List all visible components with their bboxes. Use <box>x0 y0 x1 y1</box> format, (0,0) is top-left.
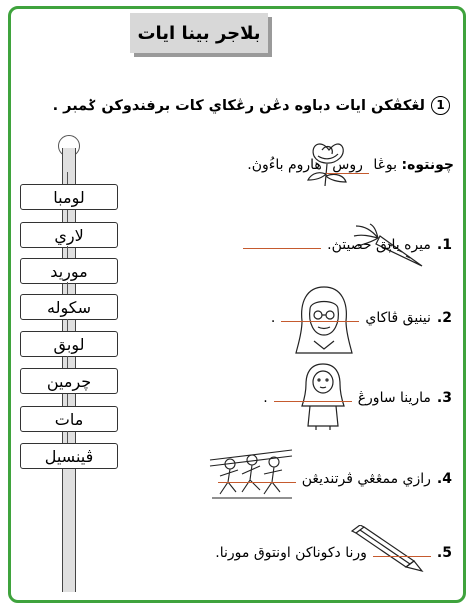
example-sentence <box>247 157 454 174</box>
sign-rope <box>67 431 68 443</box>
instruction-number: 1 <box>431 96 450 115</box>
example-answer: روس <box>326 157 369 174</box>
word-bank-sign: مات <box>20 406 118 432</box>
answer-blank-5[interactable] <box>373 555 431 557</box>
question-4 <box>218 471 452 487</box>
question-1-text: ميره باپق حصيتڽ. <box>327 237 431 253</box>
sign-rope <box>67 319 68 331</box>
question-4-number: 4. <box>436 471 452 487</box>
question-2-text: نينيق ڤاكاي <box>365 310 431 326</box>
instruction-text: لڠكڤكن ايات دباوه دڠن رڠكاي كات برفندوكن ݢمبر . <box>52 97 425 114</box>
word-bank-sign: ڤينسيل <box>20 443 118 469</box>
question-2 <box>271 310 452 326</box>
question-3 <box>263 390 452 406</box>
worksheet-title <box>130 13 268 53</box>
answer-blank-3[interactable] <box>274 400 352 402</box>
instruction <box>53 96 450 115</box>
word-bank-sign: لومبا <box>20 184 118 210</box>
word-bank-sign: لوبق <box>20 331 118 357</box>
period: . <box>263 390 268 406</box>
sign-rope <box>67 356 68 368</box>
answer-blank-2[interactable] <box>281 320 359 322</box>
question-1 <box>243 237 452 253</box>
question-3-text: مارينا ساورڠ <box>357 390 431 406</box>
sign-rope <box>67 282 68 294</box>
question-4-text: رازي ممڠڠي ڤرتنديڠن <box>301 471 431 487</box>
sign-rope <box>67 210 68 222</box>
word-bank-sign: چرمين <box>20 368 118 394</box>
sign-rope <box>67 172 68 184</box>
example-after: هاروم باءُوڽ. <box>247 157 322 173</box>
title-text: بلاجر بينا ايات <box>137 22 261 44</box>
question-5 <box>215 545 452 561</box>
sign-rope <box>67 394 68 406</box>
answer-blank-1[interactable] <box>243 247 321 249</box>
word-bank-sign: لاري <box>20 222 118 248</box>
question-5-text: ورنا دكوناكن اونتوق مورنا. <box>215 545 367 561</box>
question-2-number: 2. <box>436 310 452 326</box>
example-label: چونتوه: <box>401 157 454 173</box>
question-1-number: 1. <box>436 237 452 253</box>
period: . <box>270 310 276 326</box>
word-bank-sign: سكوله <box>20 294 118 320</box>
question-5-number: 5. <box>436 545 452 561</box>
question-3-number: 3. <box>436 390 452 406</box>
sign-rope <box>67 246 68 258</box>
word-bank-sign: مورید <box>20 258 118 284</box>
answer-blank-4[interactable] <box>218 481 296 483</box>
example-before: بوڠا <box>373 157 398 173</box>
